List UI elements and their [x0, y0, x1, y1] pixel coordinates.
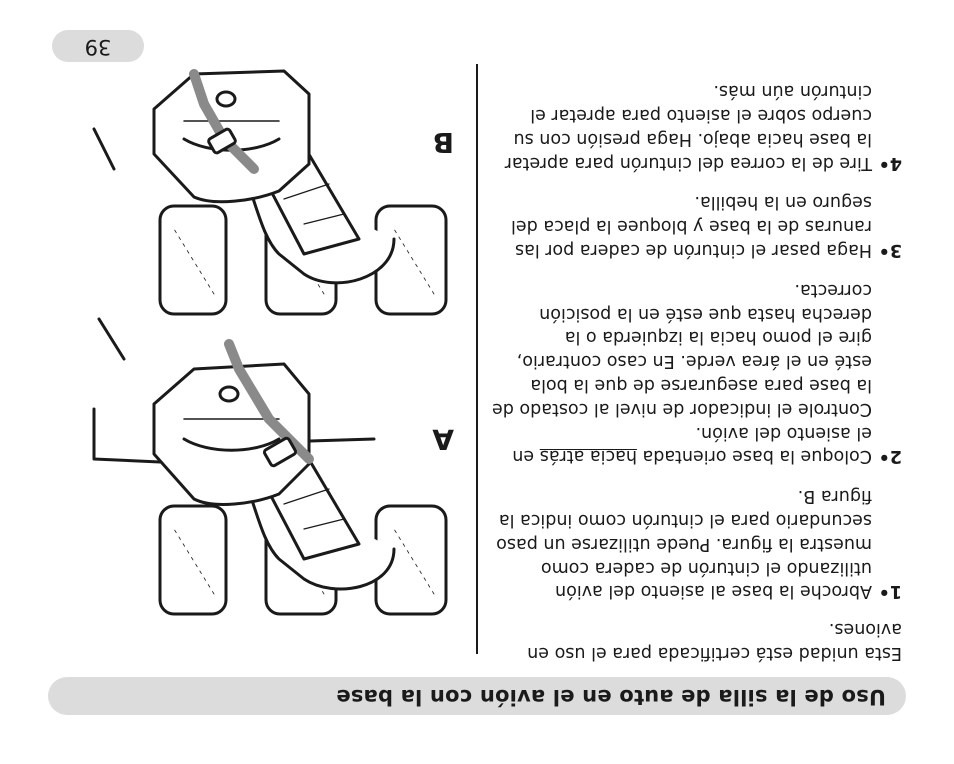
step-text: Abroche la base al asiento del avión utilizando el cinturón de cadera como muestra la figura. Puede utilizarse un paso secundario para el cinturón como indica la figura B.	[496, 486, 872, 602]
section-title: Uso de la silla de auto en el avión con la base	[336, 685, 886, 709]
step-1	[492, 483, 902, 602]
step-text: Coloque la base orientada	[636, 446, 872, 467]
step-text: Tire de la correa del cinturón para apretar la base hacia abajo. Haga presión con su cuerpo sobre el asiento para apretar el cinturón aún más.	[504, 81, 872, 173]
figure-b-illustration	[94, 71, 446, 314]
step-3	[492, 190, 902, 261]
figures-illustration	[44, 69, 454, 669]
step-text: Haga pasar el cinturón de cadera por las ranuras de la base y bloquee la placa del seguro en la hebilla.	[511, 192, 872, 261]
instructions-column	[492, 62, 902, 664]
step-text: en el asiento del avión.	[512, 422, 872, 467]
figure-a-illustration	[94, 319, 446, 614]
level-knob	[220, 387, 238, 401]
step-number: 3•	[878, 240, 902, 261]
figure-b-label: B	[432, 126, 454, 159]
step-number: 2•	[878, 446, 902, 467]
figure-a-label: A	[432, 423, 454, 456]
section-title-bar	[48, 677, 906, 715]
step-number: 1•	[878, 581, 902, 602]
step-number: 4•	[878, 152, 902, 173]
level-knob	[217, 92, 235, 106]
page-number-pill	[52, 30, 144, 62]
step-4	[492, 78, 902, 173]
step-text-underlined: hacia atrás	[539, 446, 637, 467]
step-2	[492, 277, 902, 467]
page-number: 39	[84, 35, 112, 59]
figures-panel	[44, 69, 454, 669]
intro-text: Esta unidad está certificada para el uso en aviones.	[527, 619, 902, 663]
step-text-continued: Controle el indicador de nivel al costado de la base para asegurarse de que la bola esté en el área verde. En caso contrario, gire el pomo hacia la izquierda o la derecha hasta que esté en la posición correcta.	[492, 279, 872, 419]
column-divider	[476, 64, 478, 654]
